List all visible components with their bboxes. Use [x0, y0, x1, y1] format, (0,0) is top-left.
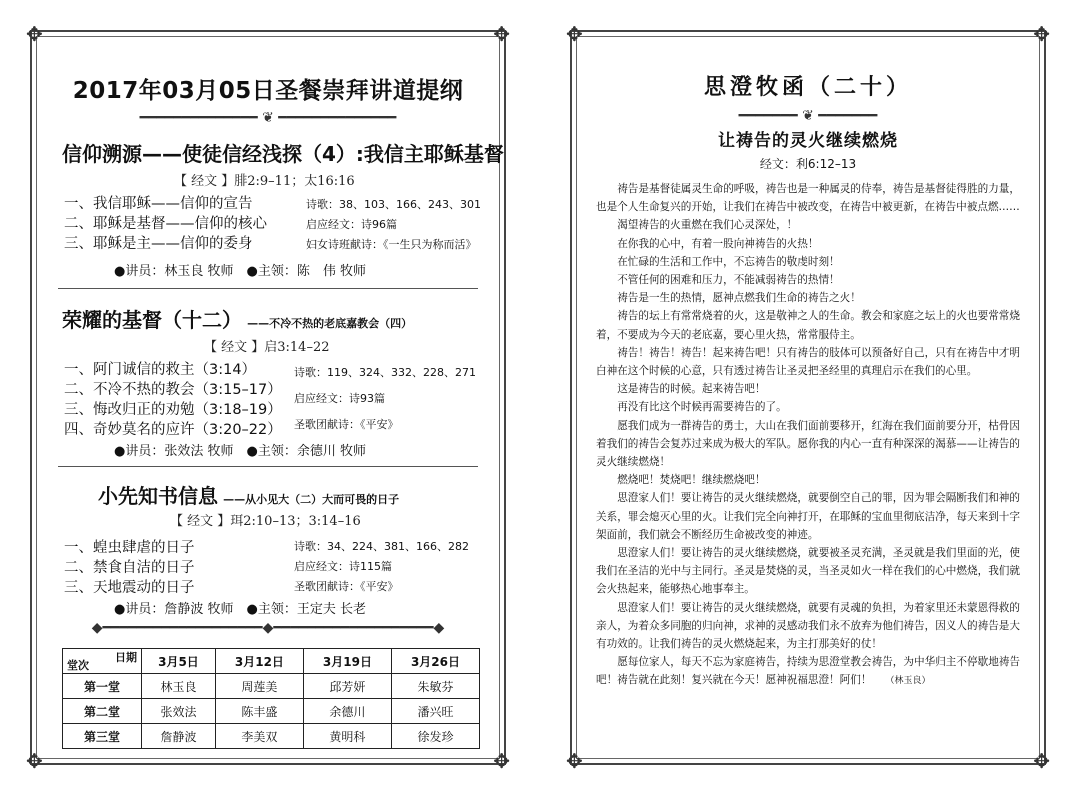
- paragraph: 不管任何的困难和压力，不能减弱祷告的热情！: [617, 274, 840, 287]
- roster-cell: 潘兴旺: [391, 699, 479, 724]
- corner-ornament-icon: ✥: [493, 22, 510, 46]
- flourish-divider-icon: ━━━━━━━ ❦ ━━━━━━━: [738, 108, 878, 124]
- paragraph: 在你我的心中，有着一股向神祷告的火热！: [617, 237, 819, 250]
- section2-hymns: 诗歌：119、324、332、228、271: [294, 366, 476, 379]
- roster-cell: 邱芳妍: [303, 674, 391, 699]
- flourish-divider-icon: ━━━━━━━━━━━━━━ ❦ ━━━━━━━━━━━━━━: [139, 110, 397, 126]
- bulletin-right-page: [566, 22, 1050, 773]
- roster-date-header: 3月26日: [391, 649, 479, 674]
- paragraph: 思澄家人们！要让祷告的灵火继续燃烧，就要倒空自己的罪，因为罪会隔断我们和神的关系，罪会熄灭心里的火。让我们完全向神打开，在耶稣的宝血里彻底洁净，每天来到十字架面前，我们就会不断经历生命被改变的神迹。: [596, 492, 1020, 541]
- corner-ornament-icon: ✥: [26, 749, 43, 773]
- section1-responsive-reading: 启应经文：诗96篇: [306, 218, 397, 231]
- diamond-divider-icon: ◆━━━━━━━━━━━━━━━━━━━◆━━━━━━━━━━━━━━━━━━━◆: [91, 620, 445, 636]
- section2-point-4: 四、奇妙莫名的应许（3:20–22）: [64, 422, 282, 438]
- table-row: [63, 699, 480, 724]
- paragraph: 祷告是基督徒属灵生命的呼吸，祷告也是一种属灵的侍奉，祷告是基督徒得胜的力量，也是个人生命复兴的开始，让我们在祷告中被改变，在祷告中被更新，在祷告中被点燃……: [596, 183, 1020, 214]
- page-title: 2017年03月05日圣餐崇拜讲道提纲: [72, 78, 464, 104]
- section2-leaders: ●讲员：张效法 牧师 ●主领：余德川 牧师: [114, 444, 366, 459]
- roster-cell: 李美双: [215, 724, 303, 749]
- roster-cell: 余德川: [303, 699, 391, 724]
- section1-point-2: 二、耶稣是基督——信仰的核心: [64, 216, 267, 232]
- paragraph: 思澄家人们！要让祷告的灵火继续燃烧，就要有灵魂的负担，为着家里还未蒙恩得救的亲人，为着众多同胞的归向神，求神的灵感动我们永不放弃为他们祷告，因义人的祷告是大有功效的。让我们祷告的灵火燃烧起来，为主打那美好的仗！: [596, 601, 1020, 651]
- divider: [58, 466, 478, 467]
- section3-responsive-reading: 启应经文：诗115篇: [294, 560, 392, 573]
- roster-cell: 詹静波: [142, 724, 216, 749]
- corner-ornament-icon: ✥: [1033, 22, 1050, 46]
- section3-leaders: ●讲员：詹静波 牧师 ●主领：王定夫 长老: [114, 602, 366, 617]
- section3-subtitle: ——从小见大（二）大而可畏的日子: [223, 493, 400, 506]
- corner-ornament-icon: ✥: [1033, 749, 1050, 773]
- paragraph: 渴望祷告的火重燃在我们心灵深处，！: [617, 219, 798, 232]
- paragraph: 祷告！祷告！祷告！起来祷告吧！只有祷告的肢体可以预备好自己，只有在祷告中才明白神在这个时候的心意，只有透过祷告让圣灵把圣经里的真理启示在我们的心里。: [596, 346, 1020, 378]
- section2-point-3: 三、悔改归正的劝勉（3:18–19）: [64, 402, 282, 418]
- preacher-roster-table: [62, 648, 480, 749]
- section2-scripture: 【 经文 】启3:14–22: [204, 340, 330, 355]
- roster-cell: 张效法: [142, 699, 216, 724]
- section3-choir-song: 圣歌团献诗：《平安》: [294, 580, 399, 593]
- table-row: [63, 674, 480, 699]
- author-signature: （林玉良）: [885, 676, 931, 687]
- roster-corner-cell: [63, 649, 142, 674]
- section3-title: 小先知书信息: [98, 484, 218, 508]
- section3-point-1: 一、蝗虫肆虐的日子: [64, 540, 195, 556]
- roster-service-label: 堂次: [67, 659, 89, 672]
- pastoral-letter-title: 思澄牧函（二十）: [703, 74, 912, 100]
- roster-date-header: 3月5日: [142, 649, 216, 674]
- section3-point-2: 二、禁食自洁的日子: [64, 560, 195, 576]
- roster-cell: 黄明科: [303, 724, 391, 749]
- pastoral-letter-body: [596, 180, 1020, 691]
- corner-ornament-icon: ✥: [566, 749, 583, 773]
- roster-date-label: 日期: [115, 651, 137, 664]
- pastoral-letter-scripture: 经文：利6:12–13: [759, 157, 857, 171]
- section2-title: 荣耀的基督（十二）: [62, 308, 242, 332]
- section3-point-3: 三、天地震动的日子: [64, 580, 195, 596]
- section1-point-3: 三、耶稣是主——信仰的委身: [64, 236, 253, 252]
- section2-choir-song: 圣歌团献诗：《平安》: [294, 418, 399, 431]
- roster-cell: 陈丰盛: [215, 699, 303, 724]
- bulletin-left-page: [26, 22, 510, 773]
- section1-leaders: ●讲员：林玉良 牧师 ●主领：陈 伟 牧师: [114, 264, 366, 279]
- paragraph: 再没有比这个时候再需要祷告的了。: [617, 401, 787, 414]
- paragraph-text: 愿每位家人，每天不忘为家庭祷告，持续为思澄堂教会祷告，为中华归主不停歇地祷告吧！祷告就在此刻！复兴就在今天！愿神祝福思澄！阿们！: [596, 656, 1020, 687]
- paragraph: 燃烧吧！焚烧吧！继续燃烧吧！: [617, 474, 766, 487]
- table-row: [63, 724, 480, 749]
- paragraph: 祷告是一生的热情，愿神点燃我们生命的祷告之火！: [617, 292, 861, 305]
- paragraph-final: [596, 653, 1020, 690]
- corner-ornament-icon: ✥: [26, 22, 43, 46]
- section1-choir-song: 妇女诗班献诗：《一生只为称而活》: [306, 238, 477, 251]
- roster-service-name: 第三堂: [63, 724, 142, 749]
- roster-cell: 周莲美: [215, 674, 303, 699]
- roster-cell: 林玉良: [142, 674, 216, 699]
- divider: [58, 288, 478, 289]
- section2-responsive-reading: 启应经文：诗93篇: [294, 392, 385, 405]
- section3-hymns: 诗歌：34、224、381、166、282: [294, 540, 469, 553]
- pastoral-letter-subtitle: 让祷告的灵火继续燃烧: [718, 131, 898, 151]
- roster-date-header: 3月12日: [215, 649, 303, 674]
- paragraph: 愿我们成为一群祷告的勇士，大山在我们面前要移开，红海在我们面前要分开，枯骨因着我们的祷告会复苏过来成为极大的军队。愿你我的内心一直有种深深的渴慕——让祷告的灵火继续燃烧！: [596, 419, 1020, 469]
- corner-ornament-icon: ✥: [566, 22, 583, 46]
- corner-ornament-icon: ✥: [493, 749, 510, 773]
- section1-point-1: 一、我信耶稣——信仰的宣告: [64, 196, 253, 212]
- paragraph: 祷告的坛上有常常烧着的火，这是敬神之人的生命。教会和家庭之坛上的火也要常常烧着，不要成为今天的老底嘉，要心里火热，常常服侍主。: [596, 310, 1020, 341]
- paragraph: 这是祷告的时候。起来祷告吧！: [617, 383, 766, 396]
- section2-point-2: 二、不冷不热的教会（3:15–17）: [64, 382, 282, 398]
- section2-subtitle: ——不冷不热的老底嘉教会（四）: [247, 317, 413, 330]
- paragraph: 在忙碌的生活和工作中，不忘祷告的敬虔时刻！: [617, 255, 840, 268]
- roster-service-name: 第二堂: [63, 699, 142, 724]
- roster-cell: 朱敏芬: [391, 674, 479, 699]
- section1-scripture: 【 经文 】腓2:9–11；太16:16: [174, 174, 355, 189]
- roster-cell: 徐发珍: [391, 724, 479, 749]
- section3-scripture: 【 经文 】珥2:10–13；3:14–16: [170, 514, 361, 529]
- paragraph: 思澄家人们！要让祷告的灵火继续燃烧，就要被圣灵充满，圣灵就是我们里面的光，使我们在圣洁的光中与主同行。圣灵是焚烧的灵，当圣灵如火一样在我们的心中燃烧，我们就会火热起来，能够热心地事奉主。: [596, 547, 1020, 596]
- roster-date-header: 3月19日: [303, 649, 391, 674]
- section2-point-1: 一、阿门诚信的救主（3:14）: [64, 362, 257, 378]
- section1-title: 信仰溯源——使徒信经浅探（4）:我信主耶稣基督: [62, 142, 504, 166]
- section1-hymns: 诗歌：38、103、166、243、301: [306, 198, 481, 211]
- roster-service-name: 第一堂: [63, 674, 142, 699]
